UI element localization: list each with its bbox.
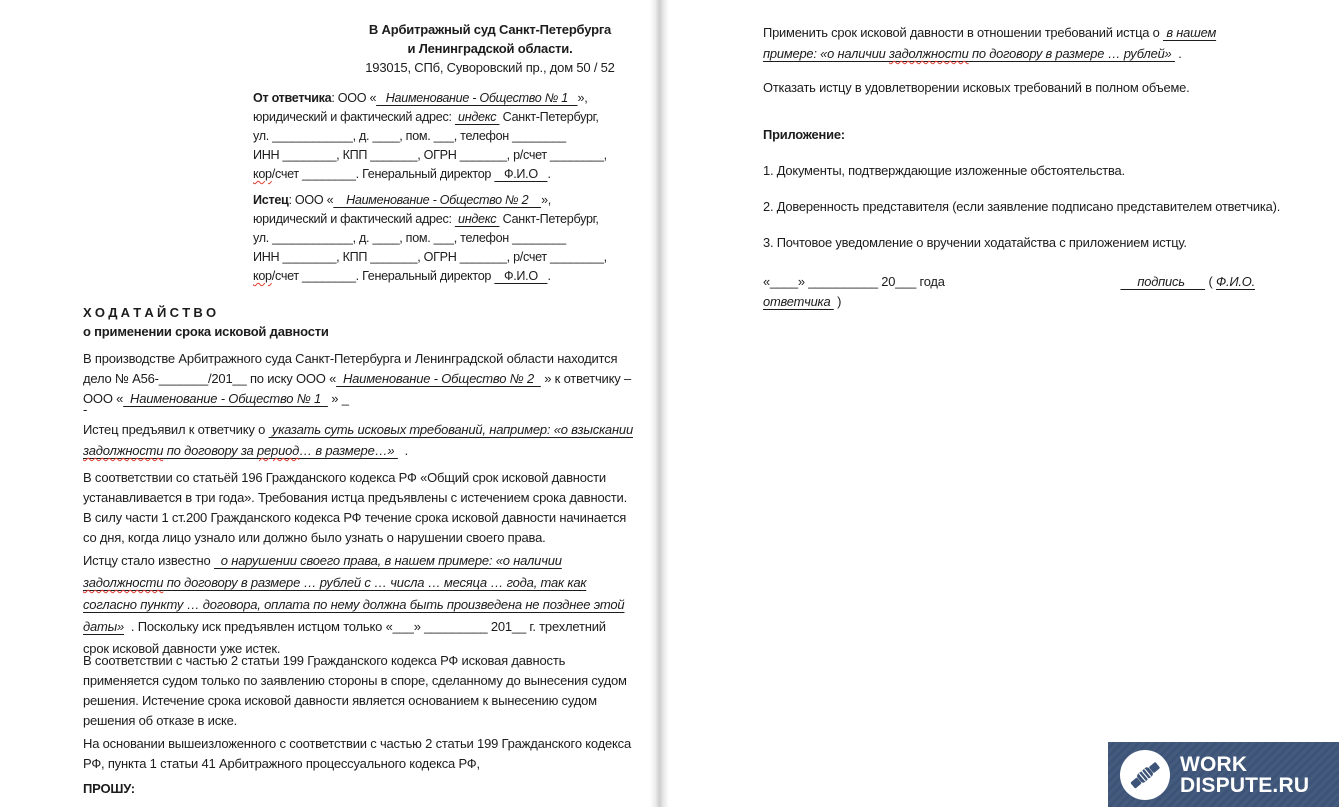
text-segment: юридический и фактический адрес: <box>253 110 455 124</box>
text-segment: о применении срока исковой давности <box>83 324 329 339</box>
paragraph <box>763 22 1255 64</box>
open-paren: ( <box>1205 274 1216 289</box>
text-segment: ИНН ________, КПП _______, ОГРН _______, р/счет ________, <box>253 148 607 162</box>
text-segment: 2. Доверенность представителя (если заявление подписано представителем ответчика). <box>763 199 1281 214</box>
text-segment: Х О Д А Т А Й С Т В О <box>83 305 216 320</box>
text-segment: кор <box>253 269 272 283</box>
paragraph <box>253 248 615 267</box>
body-paragraph-awareness <box>83 550 635 660</box>
text-segment: Ф.И.О <box>494 269 548 283</box>
body-paragraph-claim <box>83 419 635 461</box>
text-segment: и Ленинградской области. <box>407 41 573 56</box>
text-segment: ул. ____________, д. ____, пом. ___, телефон ________ <box>253 231 566 245</box>
text-segment: Наименование - Общество № 2 <box>336 371 541 386</box>
plaintiff-details-block <box>253 191 615 286</box>
paragraph <box>83 468 635 548</box>
text-segment: о нарушении своего права, в нашем примере: «о наличии <box>213 553 562 568</box>
text-segment: Истец предъявил к ответчику о <box>83 422 269 437</box>
paragraph <box>763 196 1281 217</box>
document-page-left <box>0 0 652 807</box>
text-segment: задолжности <box>83 575 164 590</box>
text-segment: Ф.И.О <box>494 167 548 181</box>
text-segment: . <box>1174 46 1182 61</box>
request-item-deny-claim <box>763 77 1255 98</box>
paragraph <box>253 108 615 127</box>
text-segment: /счет ________. Генеральный директор <box>271 167 495 181</box>
paragraph <box>253 89 615 108</box>
paragraph <box>763 124 1255 145</box>
text-segment: 193015, СПб, Суворовский пр., дом 50 / 52 <box>365 60 615 75</box>
text-segment: ул. ____________, д. ____, пом. ___, телефон ________ <box>253 129 566 143</box>
text-segment: индекс <box>454 110 500 124</box>
signature-row-wrap <box>763 292 1255 312</box>
text-segment: : ООО « <box>331 91 377 105</box>
text-segment: Отказать истцу в удовлетворении исковых требований в полном объеме. <box>763 80 1190 95</box>
signature-block <box>763 272 1255 312</box>
text-segment: указать суть исковых требований, например: «о взыскании <box>268 422 633 437</box>
document-title <box>83 303 635 341</box>
paragraph <box>83 349 635 409</box>
text-segment: Истцу стало известно <box>83 553 214 568</box>
body-paragraph-basis <box>83 734 635 774</box>
page-gutter-divider <box>650 0 669 807</box>
paragraph <box>253 127 615 146</box>
attachments-heading <box>763 124 1255 145</box>
paragraph <box>253 267 615 286</box>
text-segment: . <box>547 167 551 181</box>
text-segment: Санкт-Петербург, <box>499 110 599 124</box>
text-segment: Санкт-Петербург, <box>499 212 599 226</box>
body-paragraph-case-info <box>83 349 635 409</box>
paragraph <box>83 734 635 774</box>
signature-placeholder: подпись <box>1120 274 1206 289</box>
text-segment: в нашем примере: «о наличии <box>763 25 1217 61</box>
text-segment: От ответчика <box>253 91 332 105</box>
stray-dash-line <box>83 403 635 417</box>
paragraph <box>253 165 615 184</box>
text-segment: », <box>577 91 588 105</box>
text-segment: », <box>541 193 551 207</box>
paragraph <box>763 232 1255 253</box>
watermark-text <box>1180 754 1309 796</box>
text-segment: . <box>397 443 409 458</box>
text-segment: В производстве Арбитражного суда Санкт-Петербурга и Ленинградской области находится дело № А56-_______/201__ по иску ООО « <box>83 351 618 386</box>
text-segment: задолжности <box>83 443 164 458</box>
text-segment: Наименование - Общество № 1 <box>376 91 578 105</box>
body-paragraph-article199 <box>83 651 635 731</box>
paragraph <box>83 419 635 461</box>
attachment-item <box>763 196 1281 217</box>
attachment-item <box>763 160 1255 181</box>
paragraph <box>83 779 635 799</box>
text-segment: /счет ________. Генеральный директор <box>271 269 495 283</box>
text-segment: по договору в размере … рублей» <box>968 46 1175 61</box>
text-segment: Наименование - Общество № 1 <box>123 391 328 406</box>
text-segment: » _ <box>327 391 349 406</box>
text-segment: по договору за <box>163 443 257 458</box>
paragraph <box>83 322 635 341</box>
text-segment: . Поскольку иск предъявлен истцом только «___» _________ 201__ г. трехлетний срок исковой давности уже истек. <box>83 619 606 656</box>
paragraph <box>310 20 670 39</box>
text-segment: Приложение: <box>763 127 845 142</box>
text-segment: 1. Документы, подтверждающие изложенные обстоятельства. <box>763 163 1125 178</box>
text-segment: : ООО « <box>288 193 334 207</box>
request-heading <box>83 779 635 799</box>
signature-row <box>763 272 1255 292</box>
paragraph <box>253 229 615 248</box>
text-segment: … в размере…» <box>299 443 398 458</box>
paragraph <box>310 39 670 58</box>
text-segment: Применить срок исковой давности в отношении требований истца о <box>763 25 1163 40</box>
text-segment: юридический и фактический адрес: <box>253 212 455 226</box>
paragraph <box>83 651 635 731</box>
body-paragraph-article196 <box>83 468 635 548</box>
paragraph <box>253 146 615 165</box>
request-item-apply-limitation <box>763 22 1255 64</box>
signer-fio-placeholder: Ф.И.О. <box>1215 274 1255 289</box>
text-segment: Наименование - Общество № 2 <box>333 193 542 207</box>
paragraph <box>83 403 635 417</box>
paragraph <box>253 210 615 229</box>
text-segment: ИНН ________, КПП _______, ОГРН _______, р/счет ________, <box>253 250 607 264</box>
text-segment: - <box>83 402 88 417</box>
text-segment: » к ответчику – ООО « <box>83 371 631 406</box>
signer-role-placeholder: ответчика <box>763 294 834 309</box>
attachment-item <box>763 232 1255 253</box>
text-segment: В соответствии с частью 2 статьи 199 Гражданского кодекса РФ исковая давность применяется судом только по заявлению стороны в споре, сделанному до вынесения судом решения. Истечение срока исковой давности является основанием к вынесению судом решения об отказе в иске. <box>83 653 627 728</box>
text-segment: кор <box>253 167 272 181</box>
watermark-line1: WORK <box>1180 752 1248 776</box>
paragraph <box>253 191 615 210</box>
respondent-details-block <box>253 89 615 184</box>
text-segment: задолжности <box>889 46 969 61</box>
signature-line <box>1120 272 1255 292</box>
text-segment: по договору в размере … рублей с … числа … месяца … года, так как согласно пункту … договора, оплата по нему должна быть произведена не позднее этой даты» <box>83 575 625 634</box>
paragraph <box>763 160 1255 181</box>
paragraph <box>310 58 670 77</box>
court-address-block <box>310 20 670 77</box>
text-segment: 3. Почтовое уведомление о вручении ходатайства с приложением истцу. <box>763 235 1187 250</box>
document-page-right <box>669 0 1339 807</box>
handshake-icon <box>1120 750 1170 800</box>
text-segment: В соответствии со статьёй 196 Гражданского кодекса РФ «Общий срок исковой давности устанавливается в три года». Требования истца предъявлены с истечением срока давности. В силу части 1 ст.200 Гражданского кодекса РФ течение срока исковой давности начинается со дня, когда лицо узнало или должно было узнать о нарушении своего права. <box>83 470 628 545</box>
text-segment: . <box>547 269 551 283</box>
watermark-logo <box>1108 742 1339 807</box>
paragraph <box>83 303 635 322</box>
paragraph <box>83 550 635 660</box>
text-segment: ПРОШУ: <box>83 781 135 796</box>
close-paren: ) <box>833 294 842 309</box>
text-segment: В Арбитражный суд Санкт-Петербурга <box>368 22 612 37</box>
watermark-line2: DISPUTE.RU <box>1180 773 1310 797</box>
date-placeholder: «____» __________ 20___ года <box>763 274 945 289</box>
text-segment: pериод <box>256 443 300 458</box>
text-segment: На основании вышеизложенного с соответствии с частью 2 статьи 199 Гражданского кодекса РФ, пункта 1 статьи 41 Арбитражного процессуального кодекса РФ, <box>83 736 632 771</box>
text-segment: индекс <box>454 212 500 226</box>
text-segment: Истец <box>253 193 289 207</box>
paragraph <box>763 77 1255 98</box>
